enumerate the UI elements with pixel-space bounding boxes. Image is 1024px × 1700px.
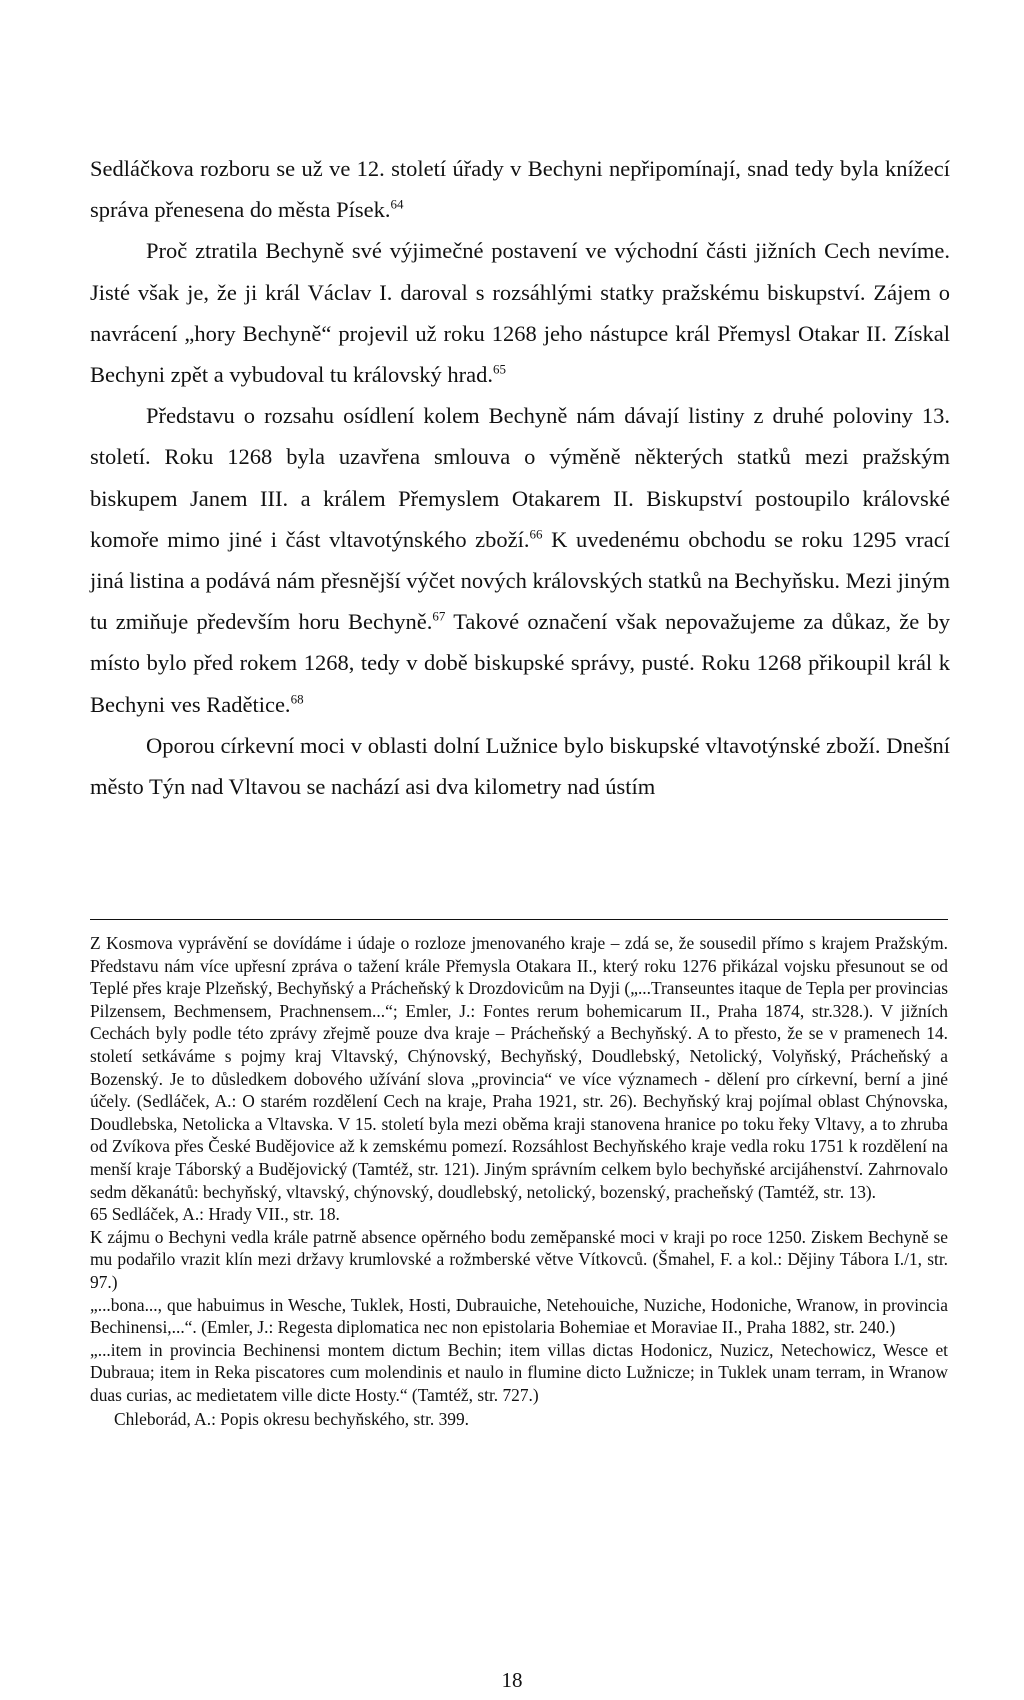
paragraph-3-text-a: Představu o rozsahu osídlení kolem Bechyně nám dávají listiny z druhé poloviny 13. století. Roku 1268 byla uzavřena smlouva o výměně některých statků mezi pražským biskupem Janem III. a králem Přemyslem Otakarem II. Biskupství postoupilo královské komoře mimo jiné i část vltavotýnského zboží. (90, 403, 950, 552)
paragraph-2 (90, 230, 950, 395)
paragraph-2-text: Proč ztratila Bechyně své výjimečné postavení ve východní části jižních Cech nevíme. Jisté však je, že ji král Václav I. daroval s rozsáhlými statky pražskému biskupství. Zájem o navrácení „hory Bechyně“ projevil už roku 1268 jeho nástupce král Přemysl Otakar II. Získal Bechyni zpět a vybudoval tu královský hrad. (90, 238, 950, 388)
footnote-69: Chleborád, A.: Popis okresu bechyňského, str. 399. (114, 1409, 470, 1430)
paragraph-3 (90, 395, 950, 725)
footnote-65 (90, 1203, 948, 1226)
footnotes (90, 932, 948, 1431)
main-text (90, 148, 950, 807)
paragraph-3-text-c: Takové označení však nepovažujeme za důkaz, že by místo bylo před rokem 1268, tedy v době biskupské správy, pusté. Roku 1268 přikoupil král k Bechyni ves Radětice. (90, 609, 950, 717)
footnote-65-mark: 65 (90, 1204, 108, 1225)
paragraph-4-text: Oporou církevní moci v oblasti dolní Lužnice bylo biskupské vltavotýnské zboží. Dnešní město Týn nad Vltavou se nachází asi dva kilometry nad ústím (90, 732, 950, 800)
paragraph-1 (90, 148, 950, 230)
footnote-main: Z Kosmova vyprávění se dovídáme i údaje o rozloze jmenovaného kraje – zdá se, že sousedil přímo s krajem Pražským. Představu nám více upřesní zpráva o tažení krále Přemysla Otakara II., který roku 1276 přikázal vojsku přesunout se od Teplé přes kraje Plzeňský, Bechyňský a Prácheňský k Drozdovicům na Dyji („...Transeuntes itaque de Tepla per provincias Pilzensem, Bechmensem, Prachnensem...“; Emler, J.: Fontes rerum bohemicarum II., Praha 1874, str.328.). V jižních Cechách byly podle této zprávy zřejmě pouze dva kraje – Prácheňský a Bechyňský. A to přesto, že se v pramenech 14. století setkáváme s pojmy kraj Vltavský, Chýnovský, Bechyňský, Doudlebský, Netolický, Volyňský, Prácheňský a Bozenský. Je to důsledkem dobového užívání slova „provincia“ ve více významech - dělení pro církevní, berní a jiné účely. (Sedláček, A.: O starém rozdělení Cech na kraje, Praha 1921, str. 26). Bechyňský kraj pojímal oblast Chýnovska, Doudlebska, Netolicka a Vltavska. V 15. století byla mezi oběma kraji stanovena hranice po toku řeky Vltavy, a to zhruba od Zvíkova přes České Budějovice až k zemskému pomezí. Rozsáhlost Bechyňského kraje vedla roku 1751 k rozdělení na menší kraje Táborský a Budějovický (Tamtéž, str. 121). Jiným správním celkem bylo bechyňské arcijáhenství. Zahrnovalo sedm děkanátů: bechyňský, vltavský, chýnovský, doudlebský, netolický, bozenský, pracheňský (Tamtéž, str. 13). (90, 933, 948, 1202)
footnote-ref-66: 66 (529, 526, 543, 542)
paragraph-4 (90, 725, 950, 807)
footnote-67: „...bona..., que habuimus in Wesche, Tuklek, Hosti, Dubrauiche, Netehouiche, Nuziche, Hodoniche, Wranow, in provincia Bechinensi,...“. (Emler, J.: Regesta diplomatica nec non epistolaria Bohemiae et Moraviae II., Praha 1882, str. 240.) (90, 1294, 948, 1338)
footnote-ref-68: 68 (290, 691, 304, 707)
paragraph-3-text-b: K uvedenému obchodu se roku 1295 vrací jiná listina a podává nám přesnější výčet nových královských statků na Bechyňsku. Mezi jiným tu zmiňuje především horu Bechyně. (90, 526, 950, 635)
footnote-66: K zájmu o Bechyni vedla krále patrně absence opěrného bodu zeměpanské moci v kraji po roce 1250. Ziskem Bechyně se mu podařilo vrazit klín mezi državy krumlovské a rožmberské větve Vítkovců. (Šmahel, F. a kol.: Dějiny Tábora I./1, str. 97.) (90, 1226, 948, 1292)
footnote-ref-64: 64 (390, 196, 404, 212)
footnote-separator (90, 919, 948, 920)
paragraph-1-text: Sedláčkova rozboru se už ve 12. století úřady v Bechyni nepřipomínají, snad tedy byla knížecí správa přenesena do města Písek. (90, 156, 950, 223)
page-number: 18 (501, 1668, 523, 1692)
footnote-65-text: Sedláček, A.: Hrady VII., str. 18. (111, 1204, 340, 1225)
footnote-ref-65: 65 (493, 361, 507, 377)
footnote-68: „...item in provincia Bechinensi montem dictum Bechin; item villas dictas Hodonicz, Nuzicz, Netechowicz, Wesce et Dubraua; item in Reka piscatores cum molendinis et naulo in flumine dicto Lužnicze; in Tuklek unam terram, in Wranow duas curias, ac medietatem ville dicte Hosty.“ (Tamtéž, str. 727.) (90, 1339, 948, 1405)
footnote-ref-67: 67 (432, 608, 446, 624)
